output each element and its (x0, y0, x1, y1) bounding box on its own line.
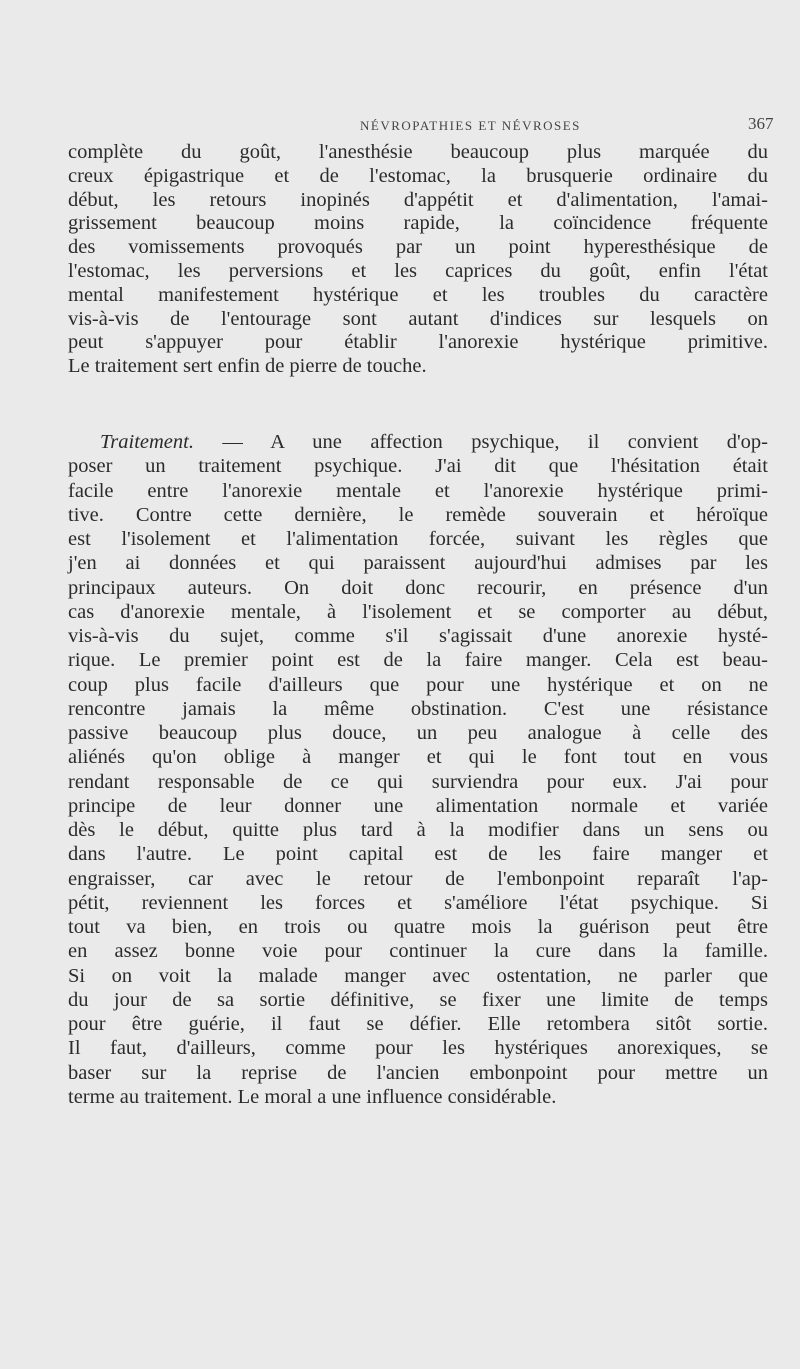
text-line: rencontre jamais la même obstination. C'est une résistance (68, 697, 768, 720)
text-line: rique. Le premier point est de la faire manger. Cela est beau- (68, 649, 768, 672)
text-line: du jour de sa sortie définitive, se fixer une limite de temps (68, 988, 768, 1011)
text-line: grissement beaucoup moins rapide, la coïncidence fréquente (68, 212, 768, 235)
text-line: baser sur la reprise de l'ancien embonpoint pour mettre un (68, 1061, 768, 1084)
text-line: aliénés qu'on oblige à manger et qui le font tout en vous (68, 746, 768, 769)
paragraph-1 (68, 141, 768, 379)
heading-continuation: — A une affection psychique, il convient d'op- (193, 431, 768, 453)
paragraph-2 (68, 430, 768, 1109)
text-line: passive beaucoup plus douce, un peu analogue à celle des (68, 722, 768, 744)
text-line: coup plus facile d'ailleurs que pour une hystérique et on ne (68, 673, 768, 696)
text-line: engraisser, car avec le retour de l'embonpoint reparaît l'ap- (68, 867, 768, 890)
text-line: des vomissements provoqués par un point hyperesthésique de (68, 236, 768, 259)
text-line: est l'isolement et l'alimentation forcée, suivant les règles que (68, 528, 768, 550)
text-line: principaux auteurs. On doit donc recourir, en présence d'un (68, 576, 768, 599)
text-line: tive. Contre cette dernière, le remède souverain et héroïque (68, 503, 768, 526)
text-line: principe de leur donner une alimentation normale et variée (68, 794, 768, 817)
text-line: Si on voit la malade manger avec ostentation, ne parler que (68, 964, 768, 987)
text-line (68, 430, 768, 454)
text-line: complète du goût, l'anesthésie beaucoup plus marquée du (68, 141, 768, 163)
text-line: début, les retours inopinés d'appétit et d'alimentation, l'amai- (68, 188, 768, 211)
text-line: l'estomac, les perversions et les caprices du goût, enfin l'état (68, 259, 768, 282)
text-line: vis-à-vis du sujet, comme s'il s'agissait d'une anorexie hysté- (68, 625, 768, 647)
text-line: Il faut, d'ailleurs, comme pour les hystériques anorexiques, se (68, 1037, 768, 1060)
text-line: peut s'appuyer pour établir l'anorexie hystérique primitive. (68, 331, 768, 354)
text-line: dès le début, quitte plus tard à la modifier dans un sens ou (68, 819, 768, 841)
text-line: facile entre l'anorexie mentale et l'anorexie hystérique primi- (68, 479, 768, 502)
text-line: pour être guérie, il faut se défier. Elle retombera sitôt sortie. (68, 1013, 768, 1035)
section-heading: Traitement. (100, 431, 194, 453)
text-line: rendant responsable de ce qui surviendra pour eux. J'ai pour (68, 770, 768, 793)
text-line: creux épigastrique et de l'estomac, la brusquerie ordinaire du (68, 164, 768, 187)
text-line: tout va bien, en trois ou quatre mois la guérison peut être (68, 916, 768, 938)
text-line: mental manifestement hystérique et les troubles du caractère (68, 283, 768, 306)
text-line: j'en ai données et qui paraissent aujourd'hui admises par les (68, 552, 768, 575)
text-line: en assez bonne voie pour continuer la cure dans la famille. (68, 940, 768, 963)
page-number: 367 (748, 114, 774, 133)
text-line: dans l'autre. Le point capital est de les faire manger et (68, 843, 768, 866)
text-line: Le traitement sert enfin de pierre de touche. (68, 355, 427, 378)
running-header: NÉVROPATHIES ET NÉVROSES (360, 118, 581, 133)
text-line: pétit, reviennent les forces et s'améliore l'état psychique. Si (68, 891, 768, 914)
text-line: terme au traitement. Le moral a une influence considérable. (68, 1085, 557, 1108)
text-line: vis-à-vis de l'entourage sont autant d'indices sur lesquels on (68, 307, 768, 330)
text-line: cas d'anorexie mentale, à l'isolement et se comporter au début, (68, 600, 768, 623)
text-line: poser un traitement psychique. J'ai dit que l'hésitation était (68, 455, 768, 478)
